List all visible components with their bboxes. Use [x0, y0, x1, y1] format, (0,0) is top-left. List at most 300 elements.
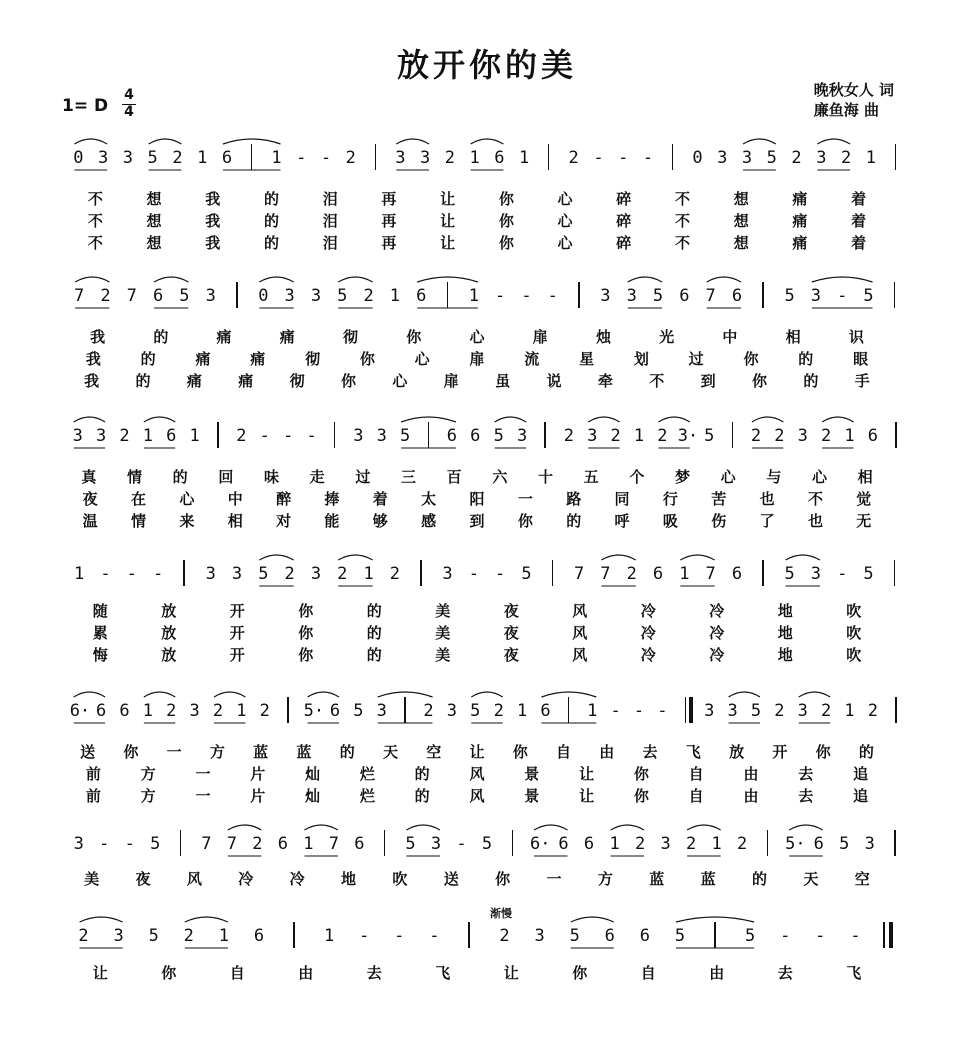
- note: 5: [674, 926, 686, 946]
- lyric-syllable: 你: [572, 964, 588, 982]
- note: 6: [354, 834, 365, 854]
- lyric-syllable: 痛: [792, 212, 808, 230]
- note: 1: [844, 701, 855, 721]
- note: 3: [810, 564, 822, 584]
- note: 1: [142, 426, 153, 446]
- note: 3: [419, 148, 431, 168]
- note: 0: [692, 148, 703, 168]
- note: 6: [494, 148, 505, 168]
- note: 1: [197, 148, 208, 168]
- lyric-syllable: 三: [400, 468, 416, 486]
- lyric-syllable: 蓝: [700, 870, 716, 888]
- lyric-syllable: 蓝: [296, 743, 312, 761]
- lyric-syllable: 觉: [856, 490, 872, 508]
- lyric-syllable: 说: [546, 372, 562, 390]
- slur: [223, 139, 281, 144]
- lyric-syllable: 你: [633, 787, 649, 805]
- lyric-syllable: 地: [777, 646, 793, 664]
- note: 2: [252, 834, 263, 854]
- note: 1: [468, 286, 479, 306]
- extension-dash: -: [547, 286, 558, 306]
- lyric-syllable: 碎: [616, 190, 632, 208]
- note: 2: [119, 426, 130, 446]
- note: 2: [610, 426, 621, 446]
- tempo-marking: 渐慢: [490, 907, 512, 920]
- note: 6: [470, 426, 481, 446]
- lyric-syllable: 风: [469, 787, 485, 805]
- note: 6: [558, 834, 569, 854]
- note: 6: [253, 926, 265, 946]
- lyric-syllable: 心: [720, 468, 736, 486]
- slur: [417, 277, 478, 282]
- lyric-syllable: 自: [640, 964, 656, 982]
- lyric-syllable: 去: [798, 765, 814, 783]
- lyric-syllable: 飞: [435, 964, 451, 982]
- slur: [74, 139, 107, 144]
- slur: [752, 417, 783, 422]
- lyricist-credit: 晚秋女人 词: [813, 81, 894, 99]
- lyric-syllable: 你: [498, 234, 514, 252]
- lyric-syllable: 冷: [709, 602, 725, 620]
- slur: [729, 692, 760, 697]
- time-signature-bottom: 4: [124, 104, 134, 120]
- note: 5: [150, 834, 161, 854]
- slur: [588, 417, 619, 422]
- lyric-syllable: 一: [517, 490, 533, 508]
- note: 6: [583, 834, 595, 854]
- lyric-syllable: 不: [87, 190, 103, 208]
- lyric-syllable: 中: [227, 490, 243, 508]
- extension-dash: -: [521, 286, 532, 306]
- lyric-line: [0, 510, 974, 530]
- lyric-syllable: 蓝: [649, 870, 665, 888]
- lyric-syllable: 让: [469, 743, 485, 761]
- slur: [812, 277, 873, 282]
- note: 7: [705, 286, 716, 306]
- lyric-syllable: 开: [229, 624, 245, 642]
- note: 6: [416, 286, 427, 306]
- note: 3: [205, 286, 216, 306]
- note: 2: [791, 148, 802, 168]
- lyric-syllable: 手: [854, 372, 870, 390]
- note: 1: [519, 148, 530, 168]
- note: 6: [731, 286, 743, 306]
- note: 3: [113, 926, 124, 946]
- lyric-syllable: 吹: [392, 870, 408, 888]
- lyric-syllable: 回: [218, 468, 234, 486]
- lyric-line: [0, 868, 974, 888]
- time-signature-top: 4: [124, 87, 134, 103]
- lyric-syllable: 心: [557, 234, 573, 252]
- lyric-syllable: 让: [503, 964, 519, 982]
- lyric-syllable: 烂: [359, 765, 375, 783]
- slur: [601, 555, 635, 560]
- lyric-syllable: 扉: [532, 328, 548, 346]
- lyric-syllable: 冷: [640, 646, 656, 664]
- lyric-syllable: 追: [853, 765, 869, 783]
- lyric-syllable: 不: [87, 234, 103, 252]
- note: 5: [353, 701, 364, 721]
- lyric-syllable: 天: [382, 743, 398, 761]
- lyric-syllable: 牵: [597, 372, 613, 390]
- lyric-line: [0, 600, 974, 620]
- lyric-line: [0, 348, 974, 368]
- lyric-syllable: 烛: [595, 328, 611, 346]
- lyric-syllable: 冷: [709, 624, 725, 642]
- lyric-syllable: 心: [557, 190, 573, 208]
- lyric-syllable: 由: [599, 743, 615, 761]
- lyric-line: [0, 466, 974, 486]
- lyric-syllable: 前: [85, 787, 101, 805]
- extension-dash: -: [259, 426, 270, 446]
- lyric-syllable: 捧: [324, 490, 340, 508]
- lyric-syllable: 风: [572, 602, 588, 620]
- lyric-syllable: 放: [729, 743, 745, 761]
- lyric-syllable: 过: [688, 350, 704, 368]
- lyric-syllable: 灿: [305, 787, 321, 805]
- slur: [396, 139, 429, 144]
- lyric-syllable: 景: [524, 765, 540, 783]
- note: 1: [389, 286, 401, 306]
- lyric-syllable: 吸: [662, 512, 678, 530]
- note: 2: [493, 701, 504, 721]
- extension-dash: -: [815, 926, 826, 946]
- slur: [338, 555, 372, 560]
- lyric-syllable: 相: [857, 468, 873, 486]
- note: 3: [353, 426, 364, 446]
- lyric-syllable: 的: [263, 190, 279, 208]
- lyric-syllable: 我: [84, 372, 100, 390]
- note: 5: [470, 701, 481, 721]
- time-signature: [120, 88, 138, 120]
- slur: [534, 825, 568, 830]
- lyric-syllable: 我: [205, 212, 221, 230]
- lyric-syllable: 一: [166, 743, 182, 761]
- lyric-syllable: 风: [469, 765, 485, 783]
- lyric-syllable: 一: [195, 787, 211, 805]
- note: 3: [810, 286, 822, 306]
- lyric-syllable: 对: [276, 512, 292, 530]
- lyric-syllable: 悔: [92, 646, 108, 664]
- note: 5: [863, 564, 874, 584]
- extension-dash: -: [593, 148, 604, 168]
- lyric-syllable: 味: [263, 468, 279, 486]
- note: 2: [183, 926, 194, 946]
- lyric-syllable: 想: [733, 234, 749, 252]
- lyric-syllable: 彻: [289, 372, 305, 390]
- lyric-syllable: 的: [566, 512, 582, 530]
- lyric-syllable: 让: [579, 787, 595, 805]
- lyric-syllable: 痛: [250, 350, 266, 368]
- note: 3: [587, 426, 598, 446]
- lyric-syllable: 想: [146, 212, 162, 230]
- note: 3: [395, 148, 406, 168]
- slur: [799, 692, 830, 697]
- lyric-syllable: 路: [566, 490, 582, 508]
- lyric-syllable: 到: [700, 372, 716, 390]
- lyric-syllable: 你: [633, 765, 649, 783]
- lyric-syllable: 痛: [216, 328, 232, 346]
- note: 7: [126, 286, 137, 306]
- lyric-syllable: 无: [856, 512, 872, 530]
- lyric-syllable: 由: [743, 765, 759, 783]
- note: 2: [626, 564, 637, 584]
- note: 6: [95, 701, 107, 721]
- lyric-syllable: 的: [263, 212, 279, 230]
- extension-dash: -: [495, 286, 506, 306]
- lyric-syllable: 让: [92, 964, 108, 982]
- note: 1: [609, 834, 620, 854]
- slur: [144, 417, 175, 422]
- lyric-syllable: 飞: [685, 743, 701, 761]
- lyric-syllable: 在: [131, 490, 147, 508]
- lyric-syllable: 的: [366, 602, 382, 620]
- lyric-syllable: 风: [186, 870, 202, 888]
- extension-dash: -: [124, 834, 135, 854]
- lyric-syllable: 的: [858, 743, 874, 761]
- lyric-syllable: 你: [161, 964, 177, 982]
- lyric-syllable: 走: [309, 468, 325, 486]
- note: 1: [236, 701, 247, 721]
- note: 6: [540, 701, 551, 721]
- lyric-syllable: 空: [854, 870, 870, 888]
- lyric-syllable: 的: [803, 372, 819, 390]
- note: 2: [568, 148, 579, 168]
- note: 2: [236, 426, 247, 446]
- lyric-syllable: 你: [341, 372, 357, 390]
- lyric-syllable: 着: [851, 190, 867, 208]
- note: 3: [310, 564, 322, 584]
- score-row: [0, 278, 974, 398]
- lyric-line: [0, 210, 974, 230]
- lyric-syllable: 吹: [846, 602, 862, 620]
- lyric-syllable: 开: [229, 602, 245, 620]
- note: 2: [100, 286, 111, 306]
- note: 2: [444, 148, 455, 168]
- lyric-syllable: 风: [572, 624, 588, 642]
- slur: [495, 417, 526, 422]
- lyric-syllable: 方: [140, 765, 156, 783]
- lyric-syllable: 你: [123, 743, 139, 761]
- lyric-line: [0, 962, 974, 982]
- lyric-syllable: 着: [372, 490, 388, 508]
- lyric-syllable: 的: [263, 234, 279, 252]
- lyric-line: [0, 326, 974, 346]
- lyric-syllable: 你: [298, 646, 314, 664]
- lyric-syllable: 的: [752, 870, 768, 888]
- note: 3: [660, 834, 671, 854]
- note: 5: [521, 564, 532, 584]
- slur: [304, 825, 338, 830]
- lyric-syllable: 彻: [343, 328, 359, 346]
- lyric-syllable: 我: [85, 350, 101, 368]
- lyric-syllable: 夜: [503, 646, 519, 664]
- lyric-syllable: 方: [140, 787, 156, 805]
- note: 2: [363, 286, 374, 306]
- note: 3: [864, 834, 875, 854]
- lyric-syllable: 能: [324, 512, 340, 530]
- lyric-syllable: 伤: [711, 512, 727, 530]
- note: 5: [405, 834, 416, 854]
- note: 2: [259, 701, 270, 721]
- lyric-syllable: 着: [851, 234, 867, 252]
- lyric-syllable: 心: [469, 328, 485, 346]
- slur: [658, 417, 689, 422]
- lyric-line: [0, 785, 974, 805]
- note: 6: [679, 286, 690, 306]
- note: 2: [563, 426, 574, 446]
- note: 5: [148, 926, 159, 946]
- lyric-syllable: 痛: [792, 190, 808, 208]
- lyric-syllable: 的: [414, 765, 430, 783]
- lyric-syllable: 冷: [640, 624, 656, 642]
- note: 7: [328, 834, 340, 854]
- lyric-syllable: 由: [298, 964, 314, 982]
- lyric-syllable: 蓝: [253, 743, 269, 761]
- lyric-line: [0, 763, 974, 783]
- note: 3: [189, 701, 200, 721]
- note: 2: [821, 701, 832, 721]
- lyric-syllable: 前: [85, 765, 101, 783]
- extension-dash: -: [320, 148, 332, 168]
- note: 3·: [677, 426, 699, 446]
- lyric-syllable: 碎: [616, 234, 632, 252]
- lyric-syllable: 去: [366, 964, 382, 982]
- lyric-syllable: 追: [853, 787, 869, 805]
- extension-dash: -: [633, 701, 645, 721]
- note: 1: [303, 834, 314, 854]
- lyric-syllable: 自: [229, 964, 245, 982]
- score-row: [0, 693, 974, 813]
- note: 6: [277, 834, 288, 854]
- slur: [74, 417, 105, 422]
- extension-dash: -: [429, 926, 440, 946]
- note: 3: [797, 701, 808, 721]
- note: 6: [119, 701, 130, 721]
- lyric-syllable: 放: [161, 602, 177, 620]
- lyric-syllable: 灿: [305, 765, 321, 783]
- lyric-syllable: 飞: [846, 964, 862, 982]
- note: 5: [337, 286, 348, 306]
- slur: [228, 825, 262, 830]
- slur: [80, 917, 123, 922]
- extension-dash: -: [837, 564, 848, 584]
- lyric-syllable: 的: [135, 372, 151, 390]
- note: 3: [626, 286, 637, 306]
- note: 5: [569, 926, 580, 946]
- note: 5: [766, 148, 777, 168]
- note: 2: [166, 701, 177, 721]
- lyric-syllable: 的: [153, 328, 169, 346]
- note: 2: [172, 148, 183, 168]
- lyric-syllable: 我: [205, 190, 221, 208]
- lyric-syllable: 想: [146, 234, 162, 252]
- lyric-syllable: 心: [414, 350, 430, 368]
- lyric-syllable: 送: [443, 870, 459, 888]
- note: 2: [337, 564, 348, 584]
- note: 5: [481, 834, 493, 854]
- slur: [154, 277, 188, 282]
- lyric-syllable: 心: [179, 490, 195, 508]
- note: 2: [737, 834, 748, 854]
- lyric-syllable: 地: [777, 624, 793, 642]
- lyric-syllable: 想: [733, 212, 749, 230]
- lyric-syllable: 再: [381, 190, 397, 208]
- credits: [814, 80, 894, 120]
- slur: [214, 692, 245, 697]
- lyric-syllable: 片: [250, 787, 266, 805]
- lyric-syllable: 痛: [186, 372, 202, 390]
- score-row: [0, 556, 974, 676]
- lyric-syllable: 苦: [711, 490, 727, 508]
- lyric-syllable: 心: [811, 468, 827, 486]
- note: 5: [179, 286, 190, 306]
- note: 1: [516, 701, 528, 721]
- note: 7: [705, 564, 716, 584]
- key-signature: 1= D: [62, 96, 109, 116]
- score-row: [0, 140, 974, 260]
- note: 2: [634, 834, 646, 854]
- note: 6: [446, 426, 458, 446]
- lyric-syllable: 去: [777, 964, 793, 982]
- lyric-syllable: 来: [179, 512, 195, 530]
- slur: [401, 417, 456, 422]
- note: 1: [142, 701, 153, 721]
- note: 7: [573, 564, 585, 584]
- lyric-syllable: 温: [82, 512, 98, 530]
- note: 0: [73, 148, 84, 168]
- lyric-syllable: 扉: [443, 372, 459, 390]
- slur: [259, 277, 293, 282]
- lyric-syllable: 景: [524, 787, 540, 805]
- note: 5: [745, 926, 756, 946]
- note: 2: [657, 426, 668, 446]
- note: 1: [587, 701, 598, 721]
- extension-dash: -: [780, 926, 791, 946]
- lyric-syllable: 冷: [289, 870, 305, 888]
- lyric-syllable: 不: [674, 190, 690, 208]
- lyric-line: [0, 644, 974, 664]
- lyric-syllable: 放: [161, 624, 177, 642]
- lyric-syllable: 送: [80, 743, 96, 761]
- note: 1: [324, 926, 335, 946]
- composer-credit: 廉鱼海 曲: [813, 101, 879, 119]
- lyric-syllable: 中: [722, 328, 738, 346]
- note: 1: [865, 148, 876, 168]
- slur: [144, 692, 175, 697]
- lyric-syllable: 让: [579, 765, 595, 783]
- lyric-syllable: 你: [359, 350, 375, 368]
- note: 3: [310, 286, 322, 306]
- lyric-syllable: 的: [414, 787, 430, 805]
- lyric-syllable: 去: [642, 743, 658, 761]
- lyric-syllable: 痛: [792, 234, 808, 252]
- note: 7: [201, 834, 212, 854]
- lyric-syllable: 痛: [238, 372, 254, 390]
- extension-dash: -: [126, 564, 137, 584]
- lyric-syllable: 开: [772, 743, 788, 761]
- note: 6: [867, 426, 879, 446]
- lyric-syllable: 夜: [135, 870, 151, 888]
- lyric-syllable: 美: [84, 870, 100, 888]
- slur: [149, 139, 182, 144]
- note: 6: [221, 148, 233, 168]
- lyric-syllable: 吹: [846, 646, 862, 664]
- slur: [471, 692, 502, 697]
- note: 1: [633, 426, 645, 446]
- slur: [75, 277, 109, 282]
- note: 0: [258, 286, 269, 306]
